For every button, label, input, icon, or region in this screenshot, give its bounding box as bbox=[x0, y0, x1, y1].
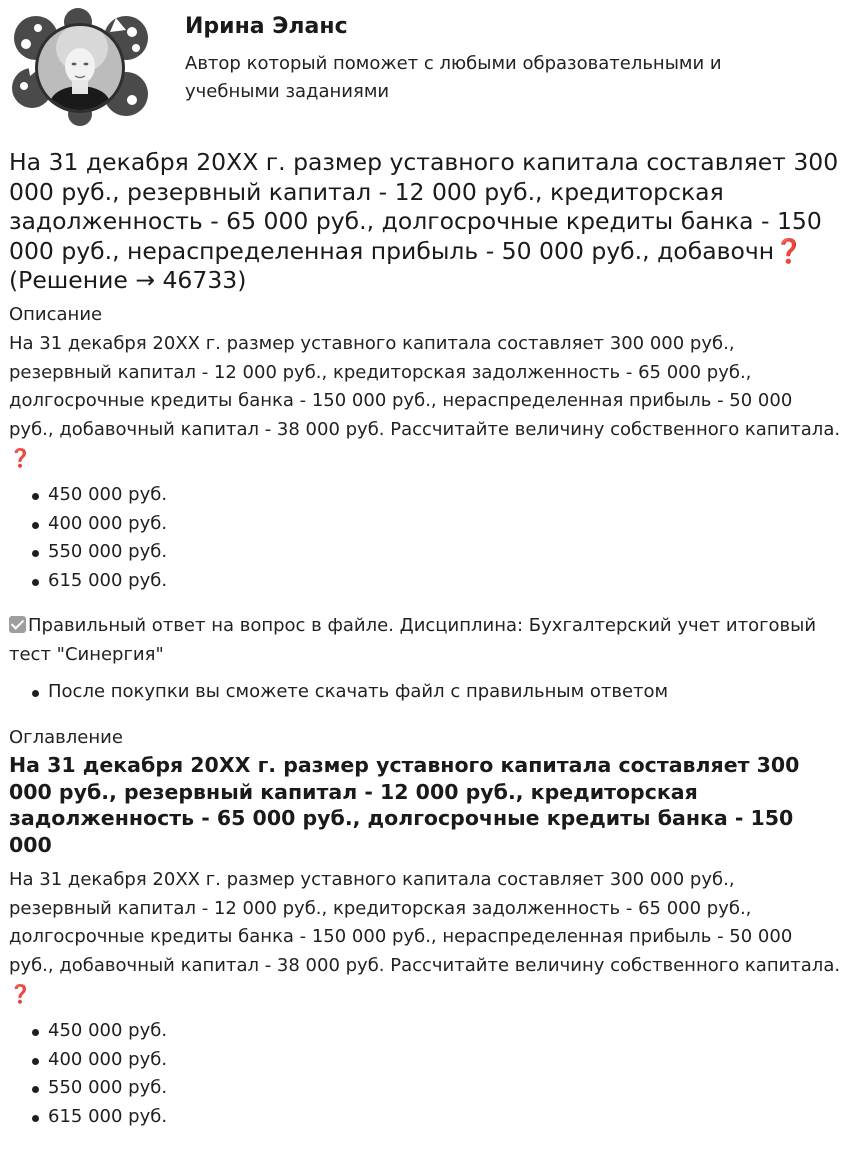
page-title bbox=[9, 148, 844, 296]
answer-note bbox=[9, 612, 841, 669]
answer-options-list bbox=[9, 481, 167, 596]
toc-text-body: На 31 декабря 20XX г. размер уставного капитала составляет 300 000 руб., резервный капитал - 12 000 руб., кредиторская задолженность - 65 000 руб., долгосрочные кредиты банка - 150 000 руб., нераспределенная прибыль - 50 000 руб., добавочный капитал - 38 000 руб. Рассчитайте величину собственного капитала. bbox=[9, 869, 841, 977]
purchase-note-list bbox=[9, 678, 668, 707]
list-item: 450 000 руб. bbox=[9, 481, 167, 510]
question-mark-icon: ❓ bbox=[9, 983, 32, 1005]
toc-title[interactable]: На 31 декабря 20XX г. размер уставного капитала составляет 300 000 руб., резервный капитал - 12 000 руб., кредиторская задолженность - 65 000 руб., долгосрочные кредиты банка - 150 000 bbox=[9, 753, 800, 857]
description-text-body: На 31 декабря 20XX г. размер уставного капитала составляет 300 000 руб., резервный капитал - 12 000 руб., кредиторская задолженность - 65 000 руб., долгосрочные кредиты банка - 150 000 руб., нераспределенная прибыль - 50 000 руб., добавочный капитал - 38 000 руб. Рассчитайте величину собственного капитала. bbox=[9, 333, 841, 441]
list-item: 450 000 руб. bbox=[9, 1017, 167, 1046]
list-item: 615 000 руб. bbox=[9, 1103, 167, 1132]
author-avatar[interactable] bbox=[8, 8, 150, 126]
list-item: 615 000 руб. bbox=[9, 567, 167, 596]
solution-reference: (Решение → 46733) bbox=[9, 266, 247, 294]
check-box-icon bbox=[9, 616, 26, 633]
list-item: 550 000 руб. bbox=[9, 1074, 167, 1103]
author-description: Автор который поможет с любыми образовательными и учебными заданиями bbox=[185, 53, 722, 102]
list-item: 400 000 руб. bbox=[9, 510, 167, 539]
question-mark-icon: ❓ bbox=[9, 447, 32, 469]
description-label: Описание bbox=[9, 304, 103, 325]
purchase-note: После покупки вы сможете скачать файл с правильным ответом bbox=[9, 678, 668, 707]
toc-label: Оглавление bbox=[9, 727, 123, 748]
toc-options-list bbox=[9, 1017, 167, 1132]
description-text bbox=[9, 330, 841, 474]
answer-note-text: Правильный ответ на вопрос в файле. Дисциплина: Бухгалтерский учет итоговый тест "Синергия" bbox=[9, 615, 817, 665]
toc-text bbox=[9, 866, 841, 1010]
page-title-text: На 31 декабря 20XX г. размер уставного капитала составляет 300 000 руб., резервный капитал - 12 000 руб., кредиторская задолженность - 65 000 руб., долгосрочные кредиты банка - 150 000 руб., нераспределенная прибыль - 50 000 руб., добавочн bbox=[9, 148, 839, 265]
list-item: 400 000 руб. bbox=[9, 1046, 167, 1075]
author-header bbox=[0, 0, 847, 135]
question-mark-icon: ❓ bbox=[774, 236, 804, 265]
list-item: 550 000 руб. bbox=[9, 538, 167, 567]
author-name[interactable]: Ирина Эланс bbox=[185, 14, 348, 39]
